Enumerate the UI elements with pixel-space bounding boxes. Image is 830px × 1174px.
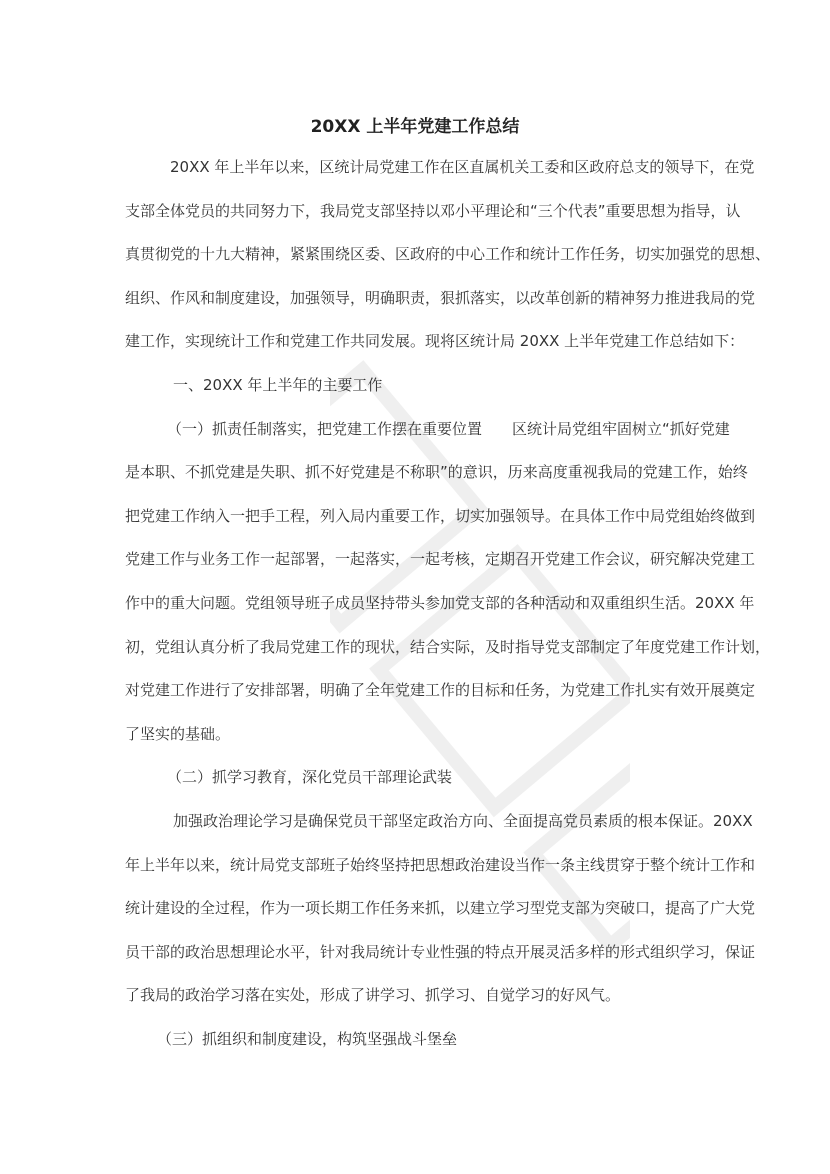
section-heading: （二）抓学习教育，深化党员干部理论武装	[167, 768, 453, 787]
section-heading: 一、20XX 年上半年的主要工作	[173, 376, 383, 394]
paragraph-line: 20XX 年上半年以来，区统计局党建工作在区直属机关工委和区政府总支的领导下，在党	[170, 158, 755, 176]
paragraph-line: 支部全体党员的共同努力下，我局党支部坚持以邓小平理论和“三个代表”重要思想为指导，认	[125, 201, 741, 220]
paragraph-line: 组织、作风和制度建设，加强领导，明确职责，狠抓落实，以改革创新的精神努力推进我局的党	[125, 288, 756, 307]
paragraph-line: （一）抓责任制落实，把党建工作摆在重要位置 区统计局党组牢固树立“抓好党建	[167, 419, 730, 438]
paragraph-line: 加强政治理论学习是确保党员干部坚定政治方向、全面提高党员素质的根本保证。20XX	[173, 812, 753, 830]
paragraph-line: 把党建工作纳入一把手工程，列入局内重要工作，切实加强领导。在具体工作中局党组始终做到	[125, 506, 756, 525]
paragraph-line: 了我局的政治学习落在实处，形成了讲学习、抓学习、自觉学习的好风气。	[125, 986, 621, 1005]
paragraph-line: 党建工作与业务工作一起部署，一起落实，一起考核，定期召开党建工作会议，研究解决党建工	[125, 550, 756, 569]
paragraph-line: 年上半年以来，统计局党支部班子始终坚持把思想政治建设当作一条主线贯穿于整个统计工作和	[125, 855, 756, 874]
paragraph-line: 统计建设的全过程，作为一项长期工作任务来抓，以建立学习型党支部为突破口，提高了广大党	[125, 899, 756, 918]
paragraph-line: 是本职、不抓党建是失职、抓不好党建是不称职”的意识，历来高度重视我局的党建工作，始终	[125, 463, 748, 482]
paragraph-line: 对党建工作进行了安排部署，明确了全年党建工作的目标和任务，为党建工作扎实有效开展奠定	[125, 681, 756, 700]
paragraph-line: 作中的重大问题。党组领导班子成员坚持带头参加党支部的各种活动和双重组织生活。20XX 年	[125, 594, 755, 612]
paragraph-line: 了坚实的基础。	[125, 724, 231, 743]
paragraph-line: 员干部的政治思想理论水平，针对我局统计专业性强的特点开展灵活多样的形式组织学习，保证	[125, 942, 756, 961]
paragraph-line: 初，党组认真分析了我局党建工作的现状，结合实际，及时指导党支部制定了年度党建工作计划，	[125, 637, 771, 656]
section-heading: （三）抓组织和制度建设，构筑坚强战斗堡垒	[157, 1030, 458, 1048]
paragraph-line: 真贯彻党的十九大精神，紧紧围绕区委、区政府的中心工作和统计工作任务，切实加强党的思想、	[125, 245, 771, 264]
paragraph-line: 建工作，实现统计工作和党建工作共同发展。现将区统计局 20XX 上半年党建工作总结如下：	[125, 332, 745, 351]
document-title: 20XX 上半年党建工作总结	[310, 117, 520, 137]
